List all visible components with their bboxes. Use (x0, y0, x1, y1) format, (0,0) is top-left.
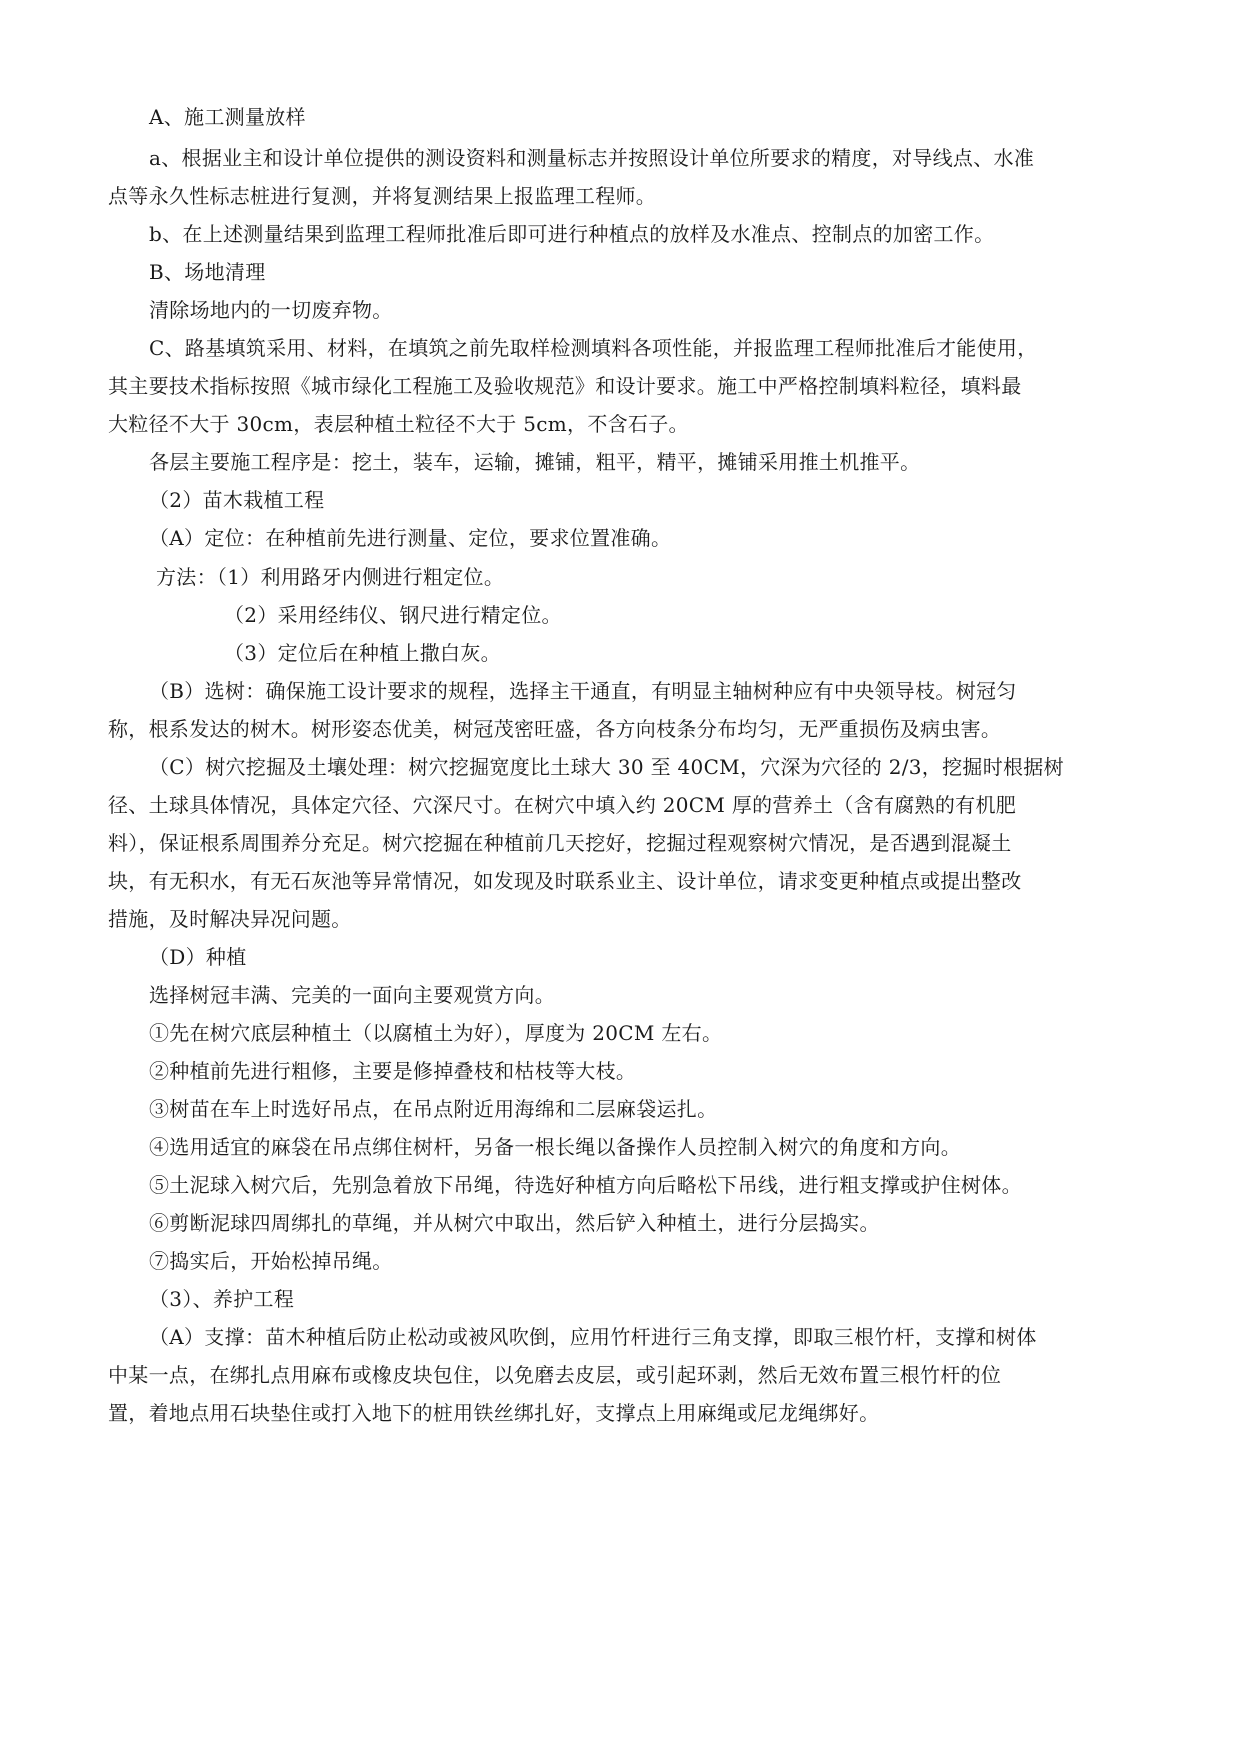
paragraph-line: 料），保证根系周围养分充足。树穴挖掘在种植前几天挖好，挖掘过程观察树穴情况，是否遇到混凝土 (108, 831, 1012, 855)
paragraph-line: 其主要技术指标按照《城市绿化工程施工及验收规范》和设计要求。施工中严格控制填料粒径，填料最 (108, 374, 1022, 398)
list-item: ⑤土泥球入树穴后，先别急着放下吊绳，待选好种植方向后略松下吊线，进行粗支撑或护住树体。 (149, 1173, 1022, 1197)
paragraph-line: 选择树冠丰满、完美的一面向主要观赏方向。 (149, 983, 555, 1007)
paragraph-line: （A）定位：在种植前先进行测量、定位，要求位置准确。 (149, 526, 672, 550)
section-heading-d: （D）种植 (149, 945, 247, 969)
list-item: ①先在树穴底层种植土（以腐植土为好），厚度为 20CM 左右。 (149, 1021, 723, 1045)
paragraph-line: 各层主要施工程序是：挖土，装车，运输，摊铺，粗平，精平，摊铺采用推土机推平。 (149, 450, 921, 474)
method-line: （3）定位后在种植上撒白灰。 (224, 641, 501, 665)
paragraph-line: 清除场地内的一切废弃物。 (149, 298, 393, 322)
list-item: ③树苗在车上时选好吊点，在吊点附近用海绵和二层麻袋运扎。 (149, 1097, 718, 1121)
paragraph-line: （A）支撑：苗木种植后防止松动或被风吹倒，应用竹杆进行三角支撑，即取三根竹杆，支撑和树体 (149, 1325, 1037, 1349)
paragraph-line: （B）选树：确保施工设计要求的规程，选择主干通直，有明显主轴树种应有中央领导枝。树冠匀 (149, 679, 1017, 703)
paragraph-line: b、在上述测量结果到监理工程师批准后即可进行种植点的放样及水准点、控制点的加密工作。 (149, 222, 995, 246)
paragraph-line: 中某一点，在绑扎点用麻布或橡皮块包住，以免磨去皮层，或引起环剥，然后无效布置三根竹杆的位 (108, 1363, 1002, 1387)
method-line: 方法：（1）利用路牙内侧进行粗定位。 (156, 565, 505, 589)
method-line: （2）采用经纬仪、钢尺进行精定位。 (224, 603, 562, 627)
section-heading-2: （2）苗木栽植工程 (149, 488, 325, 512)
section-heading-a: A、施工测量放样 (149, 105, 306, 129)
list-item: ④选用适宜的麻袋在吊点绑住树杆，另备一根长绳以备操作人员控制入树穴的角度和方向。 (149, 1135, 961, 1159)
paragraph-line: 称，根系发达的树木。树形姿态优美，树冠茂密旺盛，各方向枝条分布均匀，无严重损伤及病虫害。 (108, 717, 1002, 741)
paragraph-line: 点等永久性标志桩进行复测，并将复测结果上报监理工程师。 (108, 184, 657, 208)
paragraph-line: 径、土球具体情况，具体定穴径、穴深尺寸。在树穴中填入约 20CM 厚的营养土（含有腐熟的有机肥 (108, 793, 1017, 817)
section-heading-b: B、场地清理 (149, 260, 266, 284)
paragraph-line: a、根据业主和设计单位提供的测设资料和测量标志并按照设计单位所要求的精度，对导线点、水准 (149, 146, 1035, 170)
paragraph-line: （C）树穴挖掘及土壤处理：树穴挖掘宽度比土球大 30 至 40CM，穴深为穴径的 2/3，挖掘时根据树 (149, 755, 1064, 779)
list-item: ②种植前先进行粗修，主要是修掉叠枝和枯枝等大枝。 (149, 1059, 637, 1083)
paragraph-line: 块，有无积水，有无石灰池等异常情况，如发现及时联系业主、设计单位，请求变更种植点或提出整改 (108, 869, 1022, 893)
list-item: ⑥剪断泥球四周绑扎的草绳，并从树穴中取出，然后铲入种植土，进行分层捣实。 (149, 1211, 880, 1235)
section-heading-3: （3）、养护工程 (149, 1287, 295, 1311)
paragraph-line: 措施，及时解决异况问题。 (108, 907, 352, 931)
list-item: ⑦捣实后，开始松掉吊绳。 (149, 1249, 393, 1273)
paragraph-line: C、路基填筑采用、材料，在填筑之前先取样检测填料各项性能，并报监理工程师批准后才能使用， (149, 336, 1038, 360)
paragraph-line: 大粒径不大于 30cm，表层种植土粒径不大于 5cm，不含石子。 (108, 412, 689, 436)
paragraph-line: 置，着地点用石块垫住或打入地下的桩用铁丝绑扎好，支撑点上用麻绳或尼龙绳绑好。 (108, 1401, 880, 1425)
